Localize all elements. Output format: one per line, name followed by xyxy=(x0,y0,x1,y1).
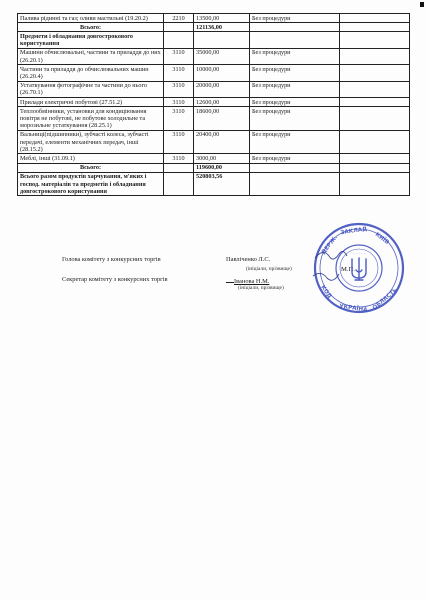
row-empty-cell xyxy=(340,172,410,196)
row-empty-cell xyxy=(340,107,410,131)
svg-text:ЗАКЛАД: ЗАКЛАД xyxy=(340,226,368,237)
row-code-cell: 2210 xyxy=(164,14,194,23)
table-row xyxy=(18,48,410,64)
row-procedure-cell xyxy=(250,172,340,196)
row-sum-cell: 12600,00 xyxy=(194,98,250,107)
row-code-cell xyxy=(164,163,194,172)
row-empty-cell xyxy=(340,130,410,154)
row-code-cell: 3110 xyxy=(164,48,194,64)
row-code-cell: 3110 xyxy=(164,81,194,97)
official-seal-stamp xyxy=(309,218,409,318)
row-sum-cell: 20000,00 xyxy=(194,81,250,97)
row-procedure-cell: Без процедури xyxy=(250,81,340,97)
row-empty-cell xyxy=(340,81,410,97)
row-empty-cell xyxy=(340,65,410,81)
svg-text:· · · · ·: · · · · · xyxy=(353,251,365,256)
table-row xyxy=(18,107,410,131)
table-row xyxy=(18,14,410,23)
table-row xyxy=(18,154,410,163)
row-code-cell: 3110 xyxy=(164,130,194,154)
row-name-cell: Теплообмінники, установки для кондиціювання повітря не побутові, не побутове холодильне та морозильне устаткування (28.25.1) xyxy=(18,107,164,131)
row-name-cell: Всього: xyxy=(18,23,164,32)
row-procedure-cell: Без процедури xyxy=(250,98,340,107)
table-row xyxy=(18,130,410,154)
table-row xyxy=(18,98,410,107)
row-empty-cell xyxy=(340,32,410,48)
secretary-name-note: (ініціали, прізвище) xyxy=(238,285,284,291)
row-code-cell: 3110 xyxy=(164,65,194,81)
svg-text:ДЕРЖ.: ДЕРЖ. xyxy=(320,234,339,256)
table-row xyxy=(18,81,410,97)
row-code-cell: 3110 xyxy=(164,154,194,163)
table-row xyxy=(18,65,410,81)
row-empty-cell xyxy=(340,23,410,32)
table-row xyxy=(18,23,410,32)
row-sum-cell: 119600,00 xyxy=(194,163,250,172)
table-row xyxy=(18,163,410,172)
row-procedure-cell: Без процедури xyxy=(250,107,340,131)
row-sum-cell: 20400,00 xyxy=(194,130,250,154)
stamp-initials: М.П. xyxy=(341,266,355,273)
row-empty-cell xyxy=(340,98,410,107)
row-sum-cell: 13500,00 xyxy=(194,14,250,23)
row-empty-cell xyxy=(340,14,410,23)
procurement-table-body xyxy=(18,14,410,196)
row-empty-cell xyxy=(340,163,410,172)
svg-text:КИЇВ: КИЇВ xyxy=(373,231,390,247)
row-procedure-cell xyxy=(250,23,340,32)
row-name-cell: Палива рідинні та газ; оливи мастильні (19.20.2) xyxy=(18,14,164,23)
secretary-role: Секретар комітету з конкурсних торгів xyxy=(62,276,168,283)
svg-text:КОД: КОД xyxy=(319,284,333,300)
row-sum-cell xyxy=(194,32,250,48)
chair-name-note: (ініціали, прізвище) xyxy=(246,266,292,272)
procurement-table xyxy=(17,13,410,196)
svg-text:УКРАЇНА: УКРАЇНА xyxy=(338,303,368,314)
row-sum-cell: 3000,00 xyxy=(194,154,250,163)
table-row xyxy=(18,32,410,48)
row-name-cell: Предмети і обладнання довгострокового користування xyxy=(18,32,164,48)
chair-role: Голова комітету з конкурсних торгів xyxy=(62,256,161,263)
row-code-cell: 3110 xyxy=(164,107,194,131)
row-procedure-cell: Без процедури xyxy=(250,48,340,64)
row-procedure-cell xyxy=(250,32,340,48)
row-procedure-cell: Без процедури xyxy=(250,154,340,163)
svg-text:· · · · ·: · · · · · xyxy=(353,284,365,289)
row-sum-cell: 18600,00 xyxy=(194,107,250,131)
row-name-cell: Всього: xyxy=(18,163,164,172)
row-name-cell: Прилади електричні побутові (27.51.2) xyxy=(18,98,164,107)
row-sum-cell: 10000,00 xyxy=(194,65,250,81)
row-code-cell xyxy=(164,23,194,32)
row-name-cell: Машини обчислювальні, частини та приладдя до них (26.20.1) xyxy=(18,48,164,64)
row-procedure-cell: Без процедури xyxy=(250,65,340,81)
row-name-cell: Меблі, інші (31.09.1) xyxy=(18,154,164,163)
row-name-cell: Устаткування фотографічне та частини до нього (26.70.1) xyxy=(18,81,164,97)
row-procedure-cell: Без процедури xyxy=(250,130,340,154)
row-name-cell: Частини та приладдя до обчислювальних машин (26.20.4) xyxy=(18,65,164,81)
table-row xyxy=(18,172,410,196)
row-empty-cell xyxy=(340,48,410,64)
row-procedure-cell xyxy=(250,163,340,172)
row-empty-cell xyxy=(340,154,410,163)
row-name-cell: Вальниці(підшипники), зубчасті колеса, зубчасті передачі, елементи механічних передач, інші (28.15.2) xyxy=(18,130,164,154)
row-name-cell: Всього разом продуктів харчування, м'яких і господ. матеріалів та предметів і обладнання довгострокового користування xyxy=(18,172,164,196)
row-sum-cell: 35000,00 xyxy=(194,48,250,64)
scan-mark xyxy=(420,2,424,7)
row-procedure-cell: Без процедури xyxy=(250,14,340,23)
row-code-cell xyxy=(164,172,194,196)
row-code-cell xyxy=(164,32,194,48)
row-code-cell: 3110 xyxy=(164,98,194,107)
chair-name: Павліченко Л.С. xyxy=(226,256,271,263)
row-sum-cell: 121136,00 xyxy=(194,23,250,32)
svg-text:ОБЛАСТЬ: ОБЛАСТЬ xyxy=(371,287,399,312)
secretary-signature-line xyxy=(226,276,234,283)
row-sum-cell: 520803,56 xyxy=(194,172,250,196)
secretary-name: Іванова Н.М. xyxy=(226,276,269,286)
